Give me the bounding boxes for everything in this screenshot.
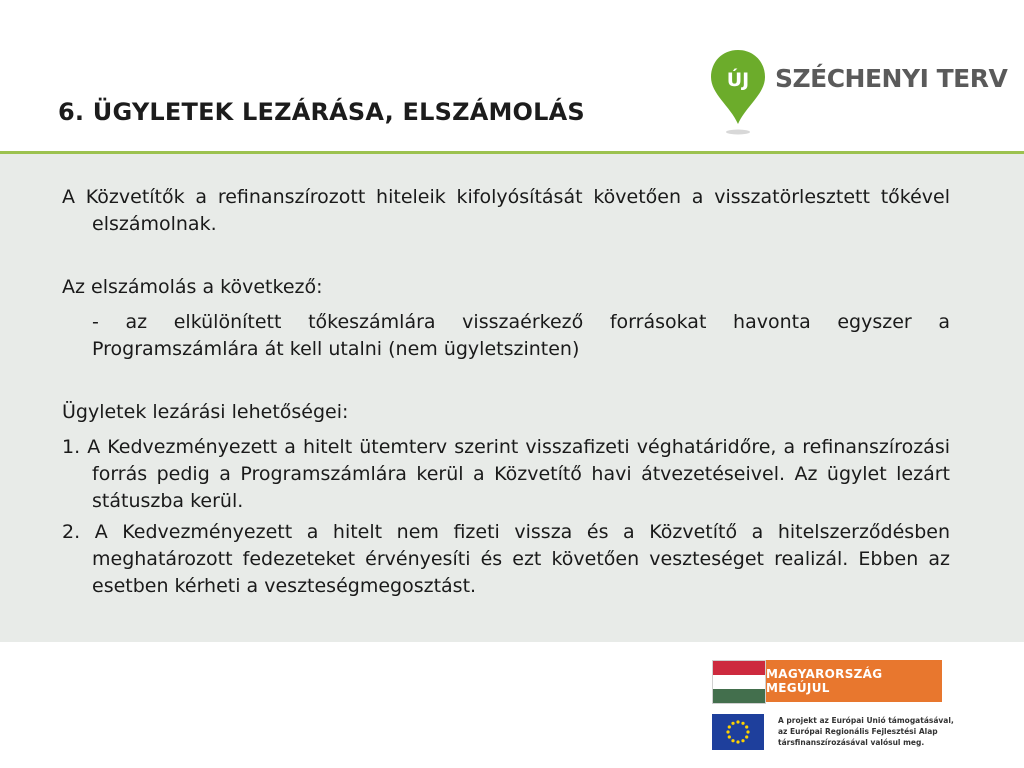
magyarorszag-megujul-logo — [712, 660, 942, 708]
paragraph-settlement-rule: - az elkülönített tőkeszámlára visszaérkező forrásokat havonta egyszer a Programszámlára át kell utalni (nem ügyletszinten) — [92, 311, 950, 360]
eu-funding-text — [778, 715, 978, 748]
eu-text-line-3: társfinanszírozásával valósul meg. — [778, 738, 925, 747]
logo-brand-text: SZÉCHENYI TERV — [775, 64, 1008, 93]
eu-funding-notice — [712, 714, 972, 754]
list-item-closure-option-1: 1. A Kedvezményezett a hitelt ütemterv szerint visszafizeti véghatáridőre, a refinanszírozási forrás pedig a Programszámlára kerül a Közvetítő havi átvezetéseivel. Az ügylet lezárt státuszba kerül. — [62, 436, 950, 512]
eu-text-line-2: az Európai Regionális Fejlesztési Alap — [778, 727, 938, 736]
szechenyi-terv-logo — [708, 48, 1008, 138]
eu-text-line-1: A projekt az Európai Unió támogatásával, — [778, 716, 954, 725]
list-item-closure-option-2: 2. A Kedvezményezett a hitelt nem fizeti vissza és a Közvetítő a hitelszerződésben meghatározott fedezeteket érvényesíti és ezt követően veszteséget realizál. Ebben az esetben kérheti a veszteségmegosztást. — [62, 521, 950, 597]
logo-pin-text: ÚJ — [726, 69, 750, 91]
hungarian-flag-icon — [712, 660, 766, 704]
slide-title: 6. ÜGYLETEK LEZÁRÁSA, ELSZÁMOLÁS — [58, 98, 585, 126]
slide-header — [0, 0, 1024, 152]
paragraph-settlement-heading: Az elszámolás a következő: — [62, 276, 323, 298]
location-pin-icon — [708, 48, 768, 136]
content-panel — [0, 154, 1024, 642]
eu-flag-icon — [712, 714, 764, 750]
paragraph-closure-heading: Ügyletek lezárási lehetőségei: — [62, 401, 349, 423]
magyarorszag-megujul-badge: MAGYARORSZÁG MEGÚJUL — [766, 660, 942, 702]
content-body — [62, 184, 950, 600]
paragraph-settlement-intro: A Közvetítők a refinanszírozott hiteleik kifolyósítását követően a visszatörlesztett tőkével elszámolnak. — [62, 186, 950, 235]
